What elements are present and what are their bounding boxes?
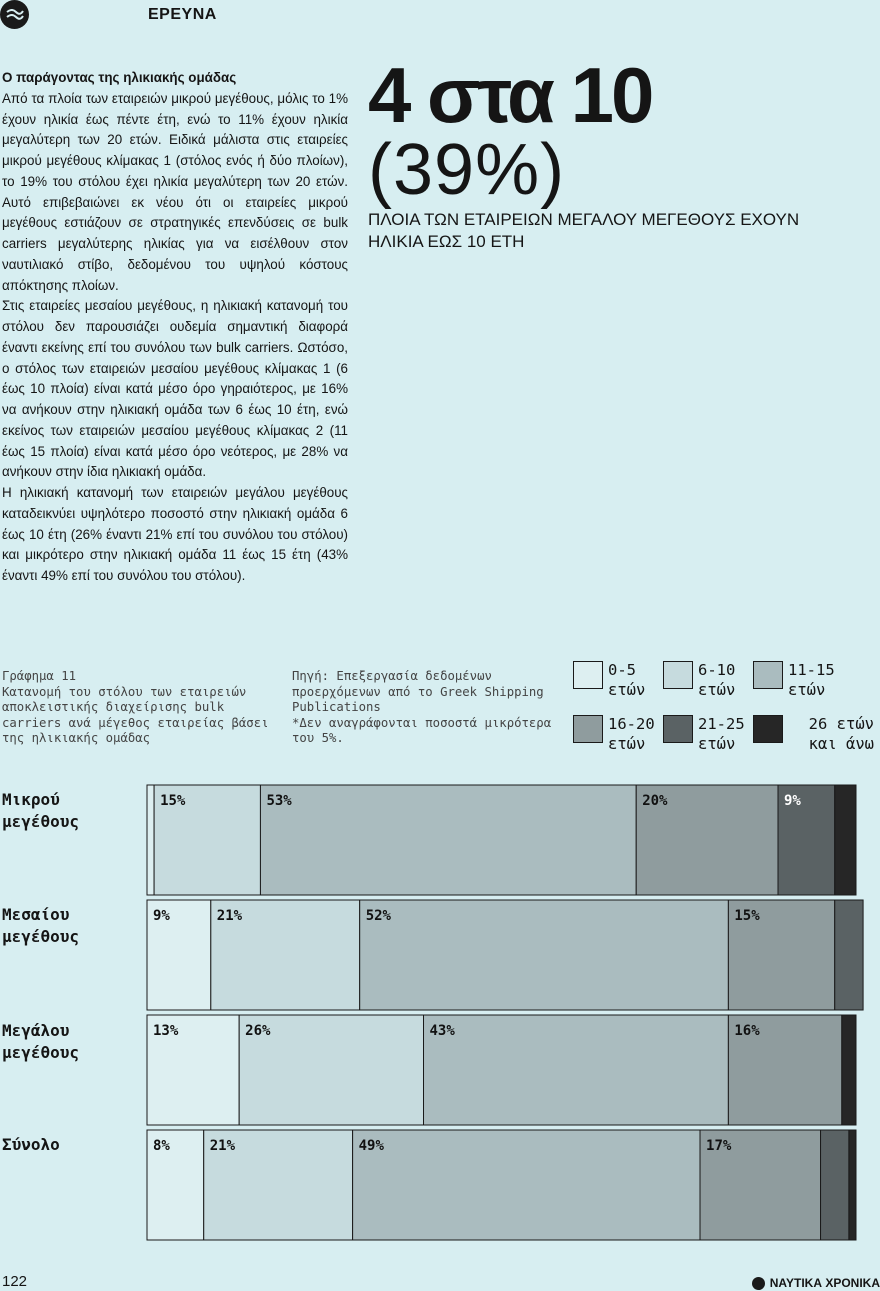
data-label: 43% <box>429 1023 455 1039</box>
data-label: 53% <box>266 793 292 809</box>
legend-label: 26 ετών και άνω <box>808 715 874 753</box>
data-label: 15% <box>734 908 760 924</box>
section-title: ΕΡΕΥΝΑ <box>148 6 217 23</box>
article-paragraph: Από τα πλοία των εταιρειών μικρού μεγέθους, μόλις το 1% έχουν ηλικία έως πέντε έτη, ενώ το 11% έχουν ηλικία μεγαλύτερη των 20 ετών. Ειδικά μάλιστα στις εταιρείες μικρού μεγέθους κλίμακας 1 (στόλος ενός ή δύο πλοίων), το 19% του στόλου έχει ηλικία μεγαλύτερη των 20 ετών. Αυτό επιβεβαιώνει εκ νέου ότι οι εταιρείες μικρού μεγέθους εστιάζουν σε στρατηγικές επενδύσεις σε bulk carriers μεγαλύτερης ηλικίας για να εισέλθουν στον ναυτιλιακό στίβο, δεδομένου του υψηλού κόστους απόκτησης πλοίων. <box>2 90 348 293</box>
bar-segment <box>260 785 636 895</box>
bar-segment <box>842 1015 856 1125</box>
chart-number: Γράφημα 11 <box>2 669 77 683</box>
bar-segment <box>849 1130 856 1240</box>
article-paragraph: Στις εταιρείες μεσαίου μεγέθους, η ηλικιακή κατανομή του στόλου δεν παρουσιάζει ουδεμία σημαντική διαφορά έναντι εκείνης επί του συνόλου των bulk carriers. Ωστόσο, ο στόλος των εταιρειών μεσαίου μεγέθους κλίμακας 1 (6 έως 10 πλοία) είναι κατά μέσο όρο γηραιότερος, με 16% να ανήκουν στην ηλικιακή ομάδα των 6 έως 10 έτη, ενώ εκείνος των εταιρειών μεσαίου μεγέθους κλίμακας 2 (11 έως 15 πλοία) είναι κατά μέσο όρο νεότερος, με 28% να ανήκουν στην ίδια ηλικιακή ομάδα. <box>2 298 348 480</box>
article-heading: Ο παράγοντας της ηλικιακής ομάδας <box>2 70 237 85</box>
legend-label: 6-10 ετών <box>698 661 736 699</box>
bar-segment <box>424 1015 729 1125</box>
callout-percent: (39%) <box>368 130 566 210</box>
article-paragraph: Η ηλικιακή κατανομή των εταιρειών μεγάλου μεγέθους καταδεικνύει υψηλότερο ποσοστό στην ηλικιακή ομάδα 6 έως 10 έτη (26% έναντι 21% επί του συνόλου του στόλου) και μικρότερο στην ηλικιακή ομάδα 11 έως 15 έτη (43% έναντι 49% επί του συνόλου του στόλου). <box>2 485 348 583</box>
data-label: 9% <box>784 793 801 809</box>
data-label: 13% <box>153 1023 179 1039</box>
data-label: 21% <box>216 908 243 924</box>
brand-logo-icon <box>752 1277 765 1290</box>
data-label: 20% <box>642 793 668 809</box>
bar-segment <box>360 900 729 1010</box>
source-text: Πηγή: Επεξεργασία δεδομένων προερχόμενων από το Greek Shipping Publications <box>292 669 544 715</box>
data-label: 16% <box>734 1023 760 1039</box>
publication-name: ΝΑΥΤΙΚΑ ΧΡΟΝΙΚΑ <box>769 1276 880 1290</box>
data-label: 17% <box>706 1138 732 1154</box>
page-number: 122 <box>2 1273 28 1290</box>
callout-text: ΠΛΟΙΑ ΤΩΝ ΕΤΑΙΡΕΙΩΝ ΜΕΓΑΛΟΥ ΜΕΓΕΘΟΥΣ ΕΧΟΥΝ ΗΛΙΚΙΑ ΕΩΣ 10 ΕΤΗ <box>368 210 800 251</box>
bar-segment <box>147 785 154 895</box>
data-label: 49% <box>358 1138 384 1154</box>
bar-segment <box>835 900 863 1010</box>
category-label: Σύνολο <box>2 1135 60 1154</box>
data-label: 8% <box>153 1138 170 1154</box>
category-label: Μεγάλου μεγέθους <box>2 1021 80 1062</box>
publication-brand <box>752 1276 880 1290</box>
data-label: 52% <box>365 908 391 924</box>
legend-label: 16-20 ετών <box>608 715 655 753</box>
bar-segment <box>835 785 856 895</box>
chart-description: Κατανομή του στόλου των εταιρειών αποκλειστικής διαχείρισης bulk carriers ανά μέγεθος εταιρείας βάσει της ηλικιακής ομάδας <box>2 684 269 746</box>
data-label: 9% <box>153 908 170 924</box>
callout-headline: 4 στα 10 <box>368 51 652 139</box>
category-label: Μεσαίου μεγέθους <box>2 905 80 946</box>
bar-segment <box>353 1130 700 1240</box>
data-label: 15% <box>160 793 186 809</box>
legend-label: 0-5 ετών <box>608 661 646 699</box>
data-label: 21% <box>209 1138 236 1154</box>
category-label: Μικρού μεγέθους <box>2 790 80 831</box>
legend-label: 11-15 ετών <box>788 661 835 699</box>
legend-label: 21-25 ετών <box>698 715 745 753</box>
data-label: 26% <box>245 1023 271 1039</box>
bar-segment <box>821 1130 849 1240</box>
source-note: *Δεν αναγράφονται ποσοστά μικρότερα του 5%. <box>292 715 552 746</box>
